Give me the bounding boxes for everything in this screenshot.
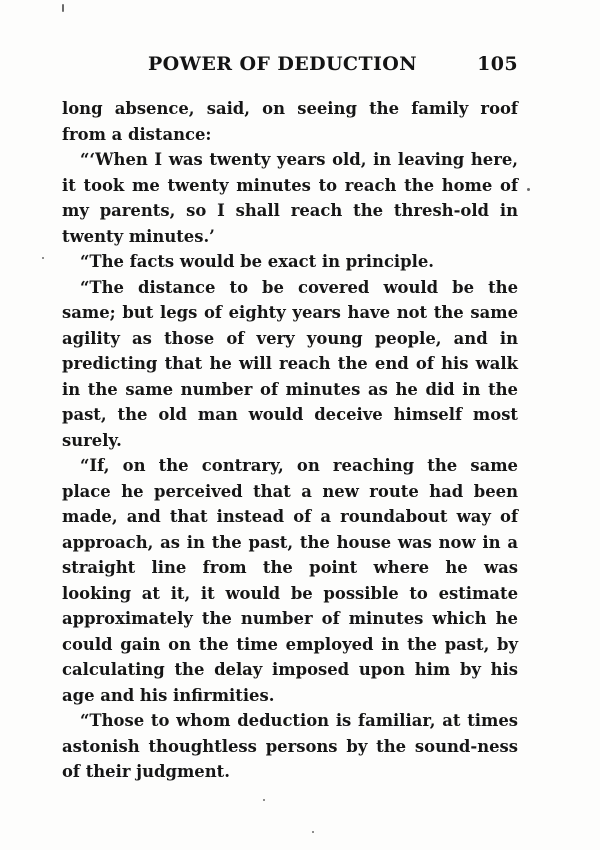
scan-speck (42, 257, 44, 259)
running-header (148, 53, 518, 81)
body-text (62, 96, 518, 785)
paragraph-new-route: “If, on the contrary, on reaching the same place he perceived that a new route had been made, and that instead of a roundabout way of approach, as in the past, the house was now in a straight line from the point where he was looking at it, it would be possible to estimate approximately the number of minutes which he could gain on the time employed in the past, by calculating the delay imposed upon him by his age and his infirmities. (62, 456, 518, 705)
paragraph-distance: “The distance to be covered would be the same; but legs of eighty years have not the same agility as those of very young people, and in predicting that he will reach the end of his walk in the same number of minutes as he did in the past, the old man would deceive himself most surely. (62, 277, 518, 450)
scan-speck (527, 188, 530, 191)
paragraph-quote-old-man: “‘When I was twenty years old, in leaving here, it took me twenty minutes to reach the home of my parents, so I shall reach the thresh-old in twenty minutes.’ (62, 150, 518, 246)
scan-speck (62, 4, 64, 12)
scan-speck (312, 831, 314, 833)
paragraph-continuation: long absence, said, on seeing the family roof from a distance: (62, 99, 518, 144)
paragraph-deduction: “Those to whom deduction is familiar, at times astonish thoughtless persons by the sound-ness of their judgment. (62, 711, 518, 781)
page-number: 105 (477, 53, 518, 75)
scan-speck (263, 799, 265, 801)
chapter-title: POWER OF DEDUCTION (148, 53, 417, 75)
paragraph-facts: “The facts would be exact in principle. (80, 252, 434, 271)
